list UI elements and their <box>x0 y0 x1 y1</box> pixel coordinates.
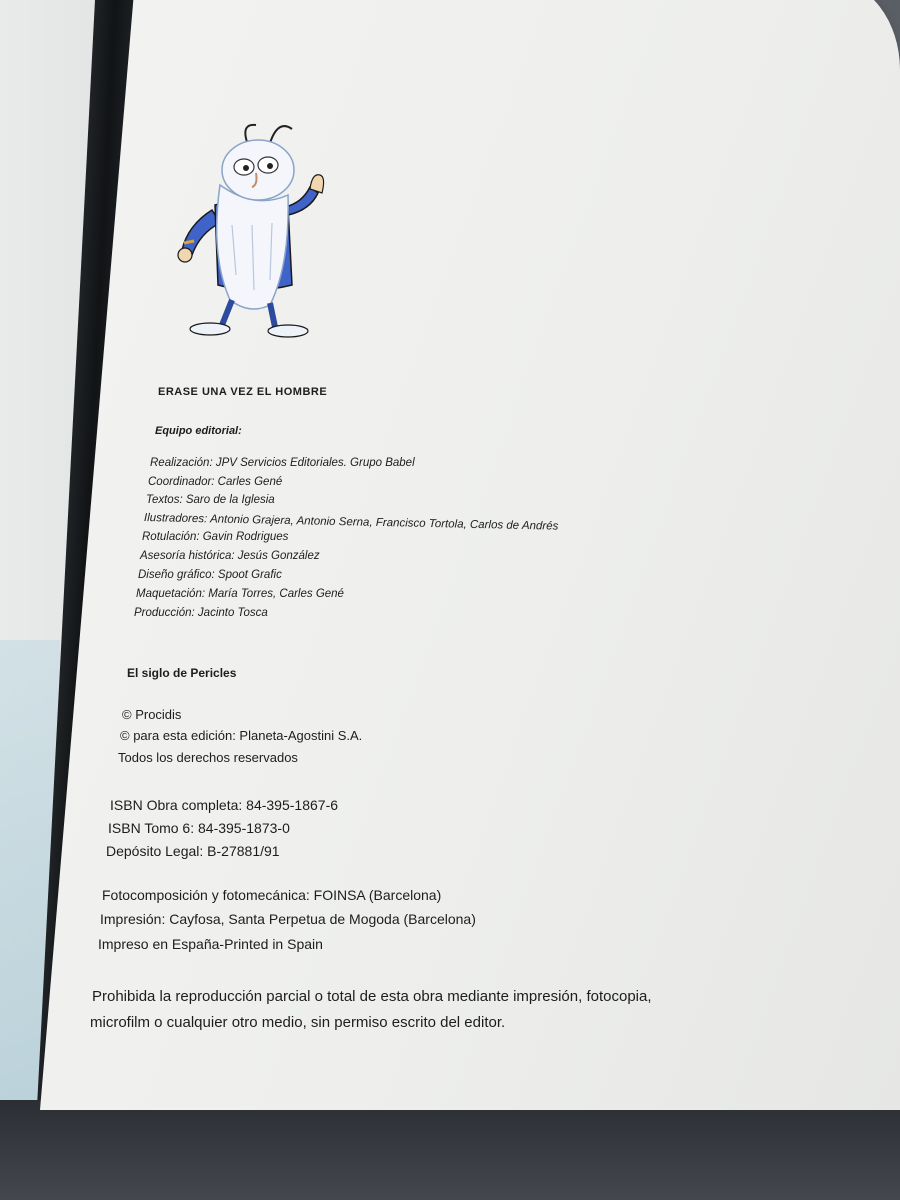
printing-line: Fotocomposición y fotomecánica: FOINSA (Barcelona) <box>102 887 442 903</box>
rights-notice-line: Prohibida la reproducción parcial o total de esta obra mediante impresión, fotocopia, <box>92 988 652 1005</box>
series-title: ERASE UNA VEZ EL HOMBRE <box>158 386 328 398</box>
editorial-team-label: Equipo editorial: <box>155 425 242 437</box>
legal-deposit-line: Depósito Legal: B-27881/91 <box>106 843 280 859</box>
credit-line: Realización: JPV Servicios Editoriales. Grupo Babel <box>150 457 415 469</box>
credit-line: Producción: Jacinto Tosca <box>134 607 268 619</box>
credit-line: Rotulación: Gavin Rodrigues <box>142 531 289 543</box>
volume-title: El siglo de Pericles <box>127 666 237 680</box>
printing-line: Impreso en España-Printed in Spain <box>98 936 323 952</box>
printing-line: Impresión: Cayfosa, Santa Perpetua de Mogoda (Barcelona) <box>100 911 476 927</box>
isbn-line: ISBN Tomo 6: 84-395-1873-0 <box>108 820 290 836</box>
copyright-line: © Procidis <box>122 707 182 722</box>
credit-line: Maquetación: María Torres, Carles Gené <box>136 588 344 600</box>
credit-line: Asesoría histórica: Jesús González <box>140 550 320 562</box>
credit-line: Diseño gráfico: Spoot Grafic <box>138 569 282 581</box>
rights-notice-line: microfilm o cualquier otro medio, sin permiso escrito del editor. <box>90 1014 506 1031</box>
credit-line: Coordinador: Carles Gené <box>148 476 283 488</box>
copyright-line: © para esta edición: Planeta-Agostini S.A. <box>120 728 363 743</box>
copyright-line: Todos los derechos reservados <box>118 750 298 765</box>
credit-line: Textos: Saro de la Iglesia <box>146 494 275 506</box>
credit-line: Ilustradores: Antonio Grajera, Antonio Serna, Francisco Tortola, Carlos de Andrés <box>143 512 559 533</box>
isbn-line: ISBN Obra completa: 84-395-1867-6 <box>110 797 339 813</box>
bearded-character-icon <box>170 115 340 345</box>
table-surface <box>0 1100 900 1200</box>
